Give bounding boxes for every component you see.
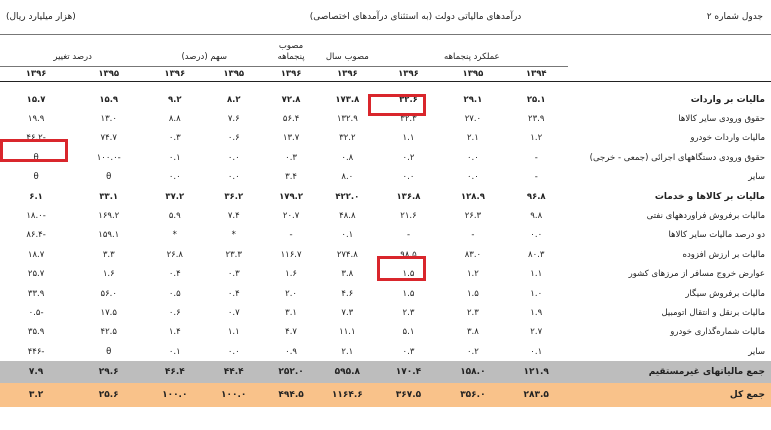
table-row bbox=[0, 148, 771, 167]
table-cell: ۲۵.۷ bbox=[27, 269, 45, 280]
year-header-row bbox=[0, 67, 771, 82]
table-cell: ۵.۱ bbox=[402, 327, 415, 338]
table-cell: ۱۵.۹ bbox=[99, 94, 119, 105]
table-cell: ۸.۸ bbox=[168, 114, 181, 125]
table-cell: ۱۶۹.۲ bbox=[98, 211, 120, 222]
table-cell: ۹۸.۵ bbox=[400, 249, 417, 260]
year-header: ۱۳۹۵ bbox=[204, 67, 263, 82]
table-cell: ۲.۱ bbox=[466, 133, 479, 144]
table-cell: ۷.۶ bbox=[227, 114, 240, 125]
table-cell: θ bbox=[106, 346, 112, 357]
table-cell: ۱.۱ bbox=[530, 269, 543, 280]
table-cell: θ bbox=[33, 172, 39, 183]
table-cell: ۱۱۶۴.۶ bbox=[319, 383, 376, 407]
table-cell: ۴۴.۴ bbox=[204, 361, 263, 383]
table-row bbox=[0, 226, 771, 245]
table-cell: ۰.۹ bbox=[285, 346, 297, 357]
row-label: مالیات برفروش سیگار bbox=[685, 288, 765, 299]
table-cell: ۱.۵ bbox=[466, 288, 479, 299]
table-cell: ۱۷۹.۲ bbox=[279, 191, 304, 202]
table-cell: ۳.۲ bbox=[0, 383, 72, 407]
table-cell: ۷.۳ bbox=[341, 307, 354, 318]
table-row bbox=[0, 168, 771, 187]
table-cell: ۰.۲ bbox=[466, 346, 479, 357]
table-main-title: درآمدهای مالیاتی دولت (به استثنای درآمدهای اختصاصی) bbox=[263, 0, 568, 35]
table-cell: ۱.۰ bbox=[530, 288, 543, 299]
table-cell: ۰.۱ bbox=[341, 230, 354, 241]
table-cell: ۹.۲ bbox=[167, 94, 182, 105]
row-label: مالیات واردات خودرو bbox=[690, 133, 765, 144]
table-cell: ۷.۴ bbox=[227, 211, 240, 222]
table-cell: ۱۳.۷ bbox=[282, 133, 300, 144]
table-cell: - bbox=[406, 230, 411, 241]
table-cell: - bbox=[471, 230, 475, 241]
table-cell: ۰.۰ bbox=[466, 152, 479, 163]
table-cell: ۱.۱ bbox=[402, 133, 415, 144]
table-cell: ۲۰.۷ bbox=[282, 211, 300, 222]
row-label: سایر bbox=[748, 172, 765, 183]
table-cell: ۱۱۶.۷ bbox=[280, 249, 302, 260]
table-cell: ۳۳.۹ bbox=[27, 288, 45, 299]
table-cell: ۱۳.۰ bbox=[100, 114, 117, 125]
table-cell: ۳.۸ bbox=[466, 327, 479, 338]
year-header: ۱۳۹۶ bbox=[319, 67, 376, 82]
row-label: عوارض خروج مسافر از مرزهای کشور bbox=[628, 269, 765, 280]
table-number: جدول شماره ۲ bbox=[568, 0, 771, 35]
table-cell: ۰.۰ bbox=[530, 230, 543, 241]
table-cell: ۰.۱ bbox=[168, 346, 181, 357]
table-cell: θ bbox=[106, 172, 112, 183]
year-header: ۱۳۹۶ bbox=[0, 67, 72, 82]
table-cell: ۰.۵ bbox=[168, 288, 181, 299]
table-cell: ۱.۲ bbox=[466, 269, 479, 280]
table-cell: ۰.۳ bbox=[227, 269, 240, 280]
row-label: مالیات بر ارزش افزوده bbox=[682, 249, 765, 260]
row-label: مالیات شماره‌گذاری خودرو bbox=[670, 327, 765, 338]
table-cell: ۱.۹ bbox=[530, 307, 543, 318]
header-five-month-approved: مصوب پنجماهه bbox=[263, 35, 319, 67]
table-title-row bbox=[0, 0, 771, 35]
table-cell: ۳.۱ bbox=[285, 307, 297, 318]
row-label: مالیات برنقل و انتقال اتومبیل bbox=[661, 307, 765, 318]
table-cell: ۳۲.۶ bbox=[399, 94, 418, 105]
header-change: درصد تغییر bbox=[0, 35, 145, 67]
table-cell: ۳۷.۲ bbox=[165, 191, 185, 202]
table-cell: ۰.۳ bbox=[285, 152, 297, 163]
table-cell: ۰.۶ bbox=[168, 307, 181, 318]
year-header: ۱۳۹۶ bbox=[263, 67, 319, 82]
table-cell: ۲.۷ bbox=[530, 327, 543, 338]
header-annual-approved: مصوب سال bbox=[319, 35, 376, 67]
table-cell: ۲۶.۸ bbox=[166, 249, 183, 260]
table-cell: -۱۰۰.۰ bbox=[96, 152, 121, 163]
table-cell: ۰.۷ bbox=[227, 307, 240, 318]
table-cell: ۸.۰ bbox=[341, 172, 354, 183]
table-cell: ۷.۹ bbox=[0, 361, 72, 383]
table-cell: ۲۵۲.۰ bbox=[263, 361, 319, 383]
table-cell: ۰.۰ bbox=[402, 172, 415, 183]
table-cell: ۰.۳ bbox=[168, 133, 181, 144]
table-cell: ۱۳۶.۸ bbox=[396, 191, 421, 202]
table-cell: ۲۵.۶ bbox=[72, 383, 145, 407]
table-cell: -۱۸.۰ bbox=[26, 211, 46, 222]
table-cell: - bbox=[289, 230, 293, 241]
table-cell: ۰.۴ bbox=[227, 288, 240, 299]
table-cell: ۱.۱ bbox=[227, 327, 240, 338]
group-header-row bbox=[0, 35, 771, 67]
table-cell: ۰.۰ bbox=[227, 172, 240, 183]
table-cell: ۰.۰ bbox=[466, 172, 479, 183]
table-cell: ۱۷۳.۸ bbox=[335, 94, 360, 105]
table-cell: ۵۶.۰ bbox=[100, 288, 117, 299]
table-cell: ۸.۲ bbox=[226, 94, 241, 105]
table-cell: ۳۵.۹ bbox=[27, 327, 45, 338]
table-cell: -۰.۵ bbox=[28, 307, 44, 318]
table-unit: (هزار میلیارد ریال) bbox=[0, 0, 145, 35]
row-label: حقوق ورودی دستگاههای اجرائی (جمعی - خرجی) bbox=[589, 152, 765, 163]
table-row bbox=[0, 284, 771, 303]
table-cell: ۲.۳ bbox=[466, 307, 479, 318]
table-cell: ۳.۳ bbox=[102, 249, 115, 260]
table-cell: ۱۲۱.۹ bbox=[505, 361, 568, 383]
year-header: ۱۳۹۶ bbox=[145, 67, 204, 82]
header-performance: عملکرد پنجماهه bbox=[376, 35, 568, 67]
table-cell: ۱.۵ bbox=[402, 288, 415, 299]
table-cell: ۱.۲ bbox=[530, 133, 543, 144]
table-cell: ۰.۶ bbox=[227, 133, 240, 144]
table-cell: ۲.۱ bbox=[341, 346, 354, 357]
table-row bbox=[0, 109, 771, 128]
table-cell: ۲۸۳.۵ bbox=[505, 383, 568, 407]
table-cell: ۴۸.۸ bbox=[339, 211, 356, 222]
table-cell: ۱۵۸.۰ bbox=[441, 361, 504, 383]
table-cell: ۰.۳ bbox=[402, 346, 415, 357]
table-cell: ۸۳.۰ bbox=[464, 249, 482, 260]
table-cell: ۱۰۰.۰ bbox=[145, 383, 204, 407]
table-cell: ۴.۶ bbox=[341, 288, 354, 299]
table-row bbox=[0, 187, 771, 206]
table-cell: ۹.۸ bbox=[530, 211, 543, 222]
table-cell: ۱۵۹.۱ bbox=[98, 230, 120, 241]
table-cell: -۴۶.۲ bbox=[26, 133, 46, 144]
table-cell: ۸۰.۳ bbox=[528, 249, 545, 260]
table-cell: ۰.۸ bbox=[341, 152, 354, 163]
table-row bbox=[0, 129, 771, 148]
table-cell: ۱۳۲.۹ bbox=[336, 114, 358, 125]
table-cell: ۱۲۸.۹ bbox=[460, 191, 485, 202]
table-cell: ۴۶.۴ bbox=[145, 361, 204, 383]
table-cell: ۲۹.۶ bbox=[72, 361, 145, 383]
table-cell: ۲۹.۱ bbox=[463, 94, 483, 105]
table-cell: ۳۲.۲ bbox=[339, 133, 356, 144]
table-cell: ۴۲۲.۰ bbox=[335, 191, 360, 202]
header-share: سهم (درصد) bbox=[145, 35, 263, 67]
table-cell: ۷۴.۷ bbox=[100, 133, 117, 144]
table-cell: ۳۶۷.۵ bbox=[376, 383, 442, 407]
table-cell: ۱.۴ bbox=[168, 327, 181, 338]
table-cell: ۰.۲ bbox=[402, 152, 415, 163]
table-cell: ۳۳.۱ bbox=[99, 191, 119, 202]
table-cell: ۱.۶ bbox=[285, 269, 297, 280]
table-cell: ۵۹۵.۸ bbox=[319, 361, 376, 383]
table-cell: ۱.۵ bbox=[402, 269, 415, 280]
table-row bbox=[0, 265, 771, 284]
table-cell: ۵.۹ bbox=[168, 211, 181, 222]
table-cell: ۱۵.۷ bbox=[26, 94, 46, 105]
table-cell: ۲۷۴.۸ bbox=[336, 249, 358, 260]
row-label: مالیات بر واردات bbox=[690, 94, 765, 105]
table-cell: ۲.۰ bbox=[285, 288, 297, 299]
table-cell: ۱.۶ bbox=[102, 269, 115, 280]
row-label: حقوق ورودی سایر کالاها bbox=[678, 114, 765, 125]
table-cell: ۱۰۰.۰ bbox=[204, 383, 263, 407]
table-cell: ۳.۴ bbox=[285, 172, 297, 183]
table-row bbox=[0, 245, 771, 264]
row-label: جمع مالیاتهای غیرمستقیم bbox=[568, 361, 771, 383]
table-row bbox=[0, 303, 771, 322]
year-header: ۱۳۹۶ bbox=[376, 67, 442, 82]
table-cell: ۱۹.۹ bbox=[27, 114, 45, 125]
table-cell: ۲۳.۳ bbox=[225, 249, 242, 260]
table-cell: ۳۶.۲ bbox=[224, 191, 244, 202]
table-cell: ۴۲.۵ bbox=[100, 327, 117, 338]
table-cell: * bbox=[231, 230, 236, 241]
table-cell: ۳.۸ bbox=[341, 269, 354, 280]
table-row bbox=[0, 323, 771, 342]
table-cell: ۱۱.۱ bbox=[339, 327, 356, 338]
table-cell: ۲۳.۹ bbox=[528, 114, 545, 125]
row-label: مالیات بر کالاها و خدمات bbox=[654, 191, 765, 202]
table-cell: ۲۷.۰ bbox=[464, 114, 482, 125]
table-cell: - bbox=[534, 172, 538, 183]
table-cell: ۱۷.۵ bbox=[100, 307, 117, 318]
row-label: مالیات برفروش فراوردههای نفتی bbox=[646, 211, 765, 222]
table-cell: θ bbox=[33, 152, 39, 163]
year-header: ۱۳۹۴ bbox=[505, 67, 568, 82]
table-cell: -۸۶.۴ bbox=[26, 230, 46, 241]
table-row bbox=[0, 90, 771, 109]
table-cell: ۹۶.۸ bbox=[526, 191, 546, 202]
sum-total-row bbox=[0, 383, 771, 407]
table-cell: ۳۲.۳ bbox=[400, 114, 417, 125]
table-cell: ۱۸.۷ bbox=[27, 249, 45, 260]
table-cell: * bbox=[172, 230, 177, 241]
row-label: دو درصد مالیات سایر کالاها bbox=[668, 230, 765, 241]
table-cell: ۰.۱ bbox=[168, 152, 181, 163]
table-cell: ۲۱.۶ bbox=[400, 211, 417, 222]
table-cell: ۲.۳ bbox=[402, 307, 415, 318]
table-cell: ۰.۰ bbox=[227, 152, 240, 163]
row-label: جمع کل bbox=[568, 383, 771, 407]
table-cell: ۴.۷ bbox=[285, 327, 297, 338]
table-cell: ۱۷۰.۴ bbox=[376, 361, 442, 383]
sum-indirect-row bbox=[0, 361, 771, 383]
table-cell: ۳۵۶.۰ bbox=[441, 383, 504, 407]
table-cell: ۰.۰ bbox=[168, 172, 181, 183]
year-header: ۱۳۹۵ bbox=[72, 67, 145, 82]
table-cell: - bbox=[534, 152, 538, 163]
table-cell: ۲۶.۳ bbox=[464, 211, 482, 222]
table-cell: ۲۵.۱ bbox=[526, 94, 546, 105]
table-cell: ۷۲.۸ bbox=[281, 94, 301, 105]
table-cell: ۴۹۴.۵ bbox=[263, 383, 319, 407]
table-cell: ۵۶.۴ bbox=[282, 114, 300, 125]
year-header: ۱۳۹۵ bbox=[441, 67, 504, 82]
table-row bbox=[0, 342, 771, 361]
table-cell: -۴۴۶ bbox=[27, 346, 45, 357]
table-cell: ۶.۱ bbox=[29, 191, 43, 202]
table-cell: ۰.۰ bbox=[227, 346, 240, 357]
table-cell: ۰.۴ bbox=[168, 269, 181, 280]
table-row bbox=[0, 206, 771, 225]
row-label: سایر bbox=[748, 346, 765, 357]
table-cell: ۰.۱ bbox=[530, 346, 543, 357]
